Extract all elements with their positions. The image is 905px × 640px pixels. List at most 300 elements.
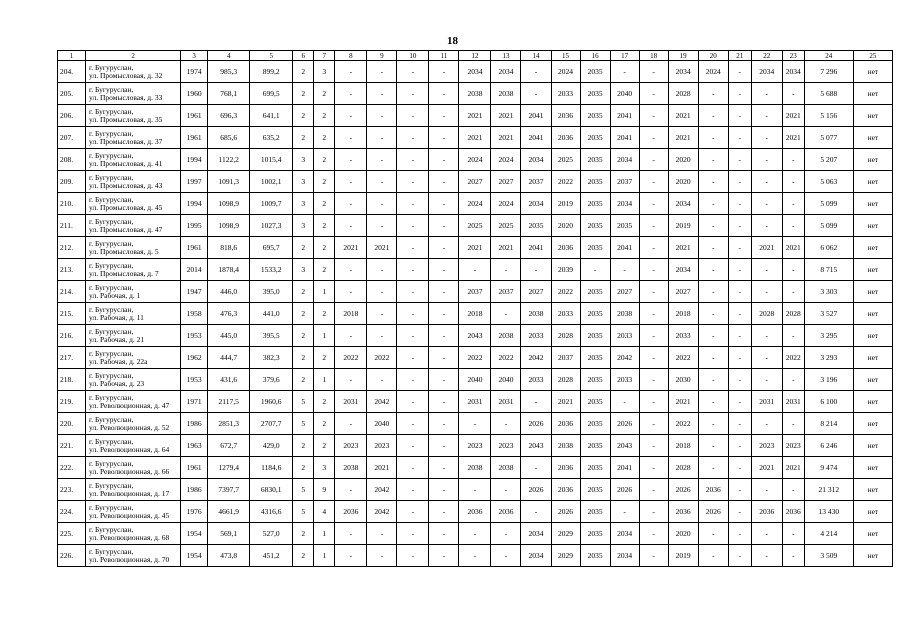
data-cell: 2033 xyxy=(551,303,580,325)
data-cell: нет xyxy=(853,523,892,545)
data-cell: 445,0 xyxy=(208,325,250,347)
data-cell: 2036 xyxy=(551,413,580,435)
data-cell: 2020 xyxy=(668,171,698,193)
table-row xyxy=(58,83,893,105)
address-cell xyxy=(86,259,181,281)
data-cell: - xyxy=(782,545,804,567)
data-cell: 2022 xyxy=(459,347,491,369)
data-cell: 2034 xyxy=(610,193,639,215)
column-header: 18 xyxy=(639,51,668,61)
data-cell: 4661,9 xyxy=(208,501,250,523)
address-cell xyxy=(86,413,181,435)
data-cell: - xyxy=(580,259,610,281)
data-cell: - xyxy=(782,523,804,545)
data-cell: 2036 xyxy=(551,479,580,501)
data-cell: 2026 xyxy=(610,413,639,435)
address-city: г. Бугуруслан, xyxy=(89,84,134,94)
address-street: ул. Промысловая, д. 5 xyxy=(89,246,159,256)
data-cell: 2021 xyxy=(335,237,367,259)
table-row xyxy=(58,435,893,457)
data-cell: 2035 xyxy=(580,215,610,237)
data-cell: 476,3 xyxy=(208,303,250,325)
data-cell: 2021 xyxy=(491,127,521,149)
data-cell: 2021 xyxy=(551,391,580,413)
data-cell: - xyxy=(698,171,728,193)
data-cell: 2034 xyxy=(782,61,804,83)
data-cell: - xyxy=(728,325,751,347)
data-cell: 6 246 xyxy=(804,435,853,457)
data-cell: - xyxy=(429,171,459,193)
column-header: 23 xyxy=(782,51,804,61)
data-cell: 2022 xyxy=(491,347,521,369)
data-cell: - xyxy=(429,413,459,435)
data-cell: - xyxy=(751,479,782,501)
address-street: ул. Рабочая, д. 23 xyxy=(89,378,145,388)
data-cell: нет xyxy=(853,105,892,127)
data-cell: 7 296 xyxy=(804,61,853,83)
data-cell: 2 xyxy=(293,83,314,105)
data-cell: 5 063 xyxy=(804,171,853,193)
data-cell: - xyxy=(728,391,751,413)
data-cell: 2 xyxy=(314,149,335,171)
column-header: 6 xyxy=(293,51,314,61)
data-cell: 2034 xyxy=(521,545,551,567)
data-cell: - xyxy=(397,127,429,149)
table-row xyxy=(58,105,893,127)
data-cell: 2 xyxy=(314,171,335,193)
data-cell: - xyxy=(728,457,751,479)
data-cell: 2 xyxy=(314,237,335,259)
data-cell: 2 xyxy=(314,127,335,149)
data-cell: 2041 xyxy=(610,237,639,259)
data-cell: - xyxy=(335,215,367,237)
data-cell: 1961 xyxy=(181,105,208,127)
data-cell: - xyxy=(397,215,429,237)
data-cell: 1 xyxy=(314,281,335,303)
data-cell: 2 xyxy=(293,127,314,149)
data-cell: 2031 xyxy=(782,391,804,413)
data-cell: - xyxy=(397,479,429,501)
data-cell: - xyxy=(491,413,521,435)
data-cell: 5 099 xyxy=(804,193,853,215)
column-header: 11 xyxy=(429,51,459,61)
table-row xyxy=(58,501,893,523)
address-street: ул. Рабочая, д. 11 xyxy=(89,312,144,322)
data-cell: - xyxy=(751,193,782,215)
address-street: ул. Промысловая, д. 45 xyxy=(89,202,163,212)
data-cell: 2037 xyxy=(521,171,551,193)
data-cell: - xyxy=(521,457,551,479)
data-cell: 2014 xyxy=(181,259,208,281)
data-cell: - xyxy=(782,149,804,171)
data-cell: 2031 xyxy=(459,391,491,413)
data-cell: 2033 xyxy=(521,325,551,347)
data-cell: 1027,3 xyxy=(250,215,293,237)
data-cell: 8 214 xyxy=(804,413,853,435)
data-cell: 1091,3 xyxy=(208,171,250,193)
data-cell: нет xyxy=(853,545,892,567)
data-cell: 2043 xyxy=(459,325,491,347)
data-cell: 2022 xyxy=(668,347,698,369)
data-cell: 2036 xyxy=(782,501,804,523)
row-number-cell: 205. xyxy=(58,83,86,105)
data-cell: 395,5 xyxy=(250,325,293,347)
data-cell: 2 xyxy=(293,105,314,127)
data-cell: - xyxy=(429,61,459,83)
data-cell: - xyxy=(335,413,367,435)
data-cell: 2023 xyxy=(459,435,491,457)
data-cell: - xyxy=(335,127,367,149)
address-street: ул. Революционная, д. 47 xyxy=(89,400,170,410)
data-cell: - xyxy=(698,369,728,391)
data-cell: 5 688 xyxy=(804,83,853,105)
data-cell: 7397,7 xyxy=(208,479,250,501)
data-cell: 9 474 xyxy=(804,457,853,479)
data-cell: 2 xyxy=(293,457,314,479)
data-cell: 2021 xyxy=(668,127,698,149)
data-cell: 2 xyxy=(314,259,335,281)
address-city: г. Бугуруслан, xyxy=(89,282,134,292)
data-cell: - xyxy=(639,61,668,83)
data-cell: 2033 xyxy=(521,369,551,391)
data-cell: 2035 xyxy=(580,171,610,193)
data-cell: 2025 xyxy=(459,215,491,237)
address-city: г. Бугуруслан, xyxy=(89,524,134,534)
data-cell: нет xyxy=(853,501,892,523)
data-cell: 2019 xyxy=(668,215,698,237)
data-cell: 2033 xyxy=(610,325,639,347)
data-cell: 2018 xyxy=(335,303,367,325)
data-cell: - xyxy=(397,501,429,523)
housing-register-table xyxy=(57,50,893,567)
data-cell: - xyxy=(751,127,782,149)
data-cell: 1961 xyxy=(181,237,208,259)
data-cell: - xyxy=(639,237,668,259)
data-cell: 3 xyxy=(293,259,314,281)
address-city: г. Бугуруслан, xyxy=(89,106,134,116)
address-cell xyxy=(86,127,181,149)
data-cell: - xyxy=(429,391,459,413)
address-cell xyxy=(86,61,181,83)
data-cell: 2 xyxy=(314,347,335,369)
data-cell: 3 196 xyxy=(804,369,853,391)
data-cell: 2022 xyxy=(551,281,580,303)
address-street: ул. Промысловая, д. 33 xyxy=(89,92,163,102)
data-cell: 2034 xyxy=(610,523,639,545)
address-street: ул. Рабочая, д. 21 xyxy=(89,334,145,344)
data-cell: нет xyxy=(853,171,892,193)
data-cell: - xyxy=(429,369,459,391)
data-cell: 2036 xyxy=(551,105,580,127)
data-cell: 2028 xyxy=(668,457,698,479)
data-cell: - xyxy=(397,105,429,127)
data-cell: - xyxy=(728,83,751,105)
data-cell: - xyxy=(782,413,804,435)
data-cell: 382,3 xyxy=(250,347,293,369)
data-cell: 768,1 xyxy=(208,83,250,105)
data-cell: 2042 xyxy=(367,391,397,413)
data-cell: 4 214 xyxy=(804,523,853,545)
data-cell: - xyxy=(367,369,397,391)
data-cell: - xyxy=(610,61,639,83)
data-cell: 1961 xyxy=(181,127,208,149)
data-cell: 3 509 xyxy=(804,545,853,567)
data-cell: 699,5 xyxy=(250,83,293,105)
address-street: ул. Революционная, д. 70 xyxy=(89,554,170,564)
data-cell: - xyxy=(698,435,728,457)
data-cell: - xyxy=(728,369,751,391)
data-cell: 2040 xyxy=(367,413,397,435)
data-cell: 2 xyxy=(293,347,314,369)
data-cell: 2034 xyxy=(668,259,698,281)
data-cell: - xyxy=(782,325,804,347)
row-number-cell: 214. xyxy=(58,281,86,303)
data-cell: - xyxy=(397,435,429,457)
data-cell: 2 xyxy=(293,61,314,83)
data-cell: 2034 xyxy=(610,149,639,171)
data-cell: - xyxy=(521,61,551,83)
data-cell: 5 xyxy=(293,501,314,523)
data-cell: 2042 xyxy=(610,347,639,369)
data-cell: - xyxy=(728,523,751,545)
address-cell xyxy=(86,303,181,325)
data-cell: - xyxy=(728,259,751,281)
data-cell: 2034 xyxy=(751,61,782,83)
data-cell: - xyxy=(335,479,367,501)
data-cell: - xyxy=(751,105,782,127)
data-cell: 2024 xyxy=(551,61,580,83)
data-cell: 985,3 xyxy=(208,61,250,83)
data-cell: 899,2 xyxy=(250,61,293,83)
data-cell: нет xyxy=(853,61,892,83)
data-cell: 2020 xyxy=(551,215,580,237)
data-cell: 2043 xyxy=(521,435,551,457)
data-cell: - xyxy=(429,545,459,567)
data-cell: - xyxy=(639,171,668,193)
data-cell: 2022 xyxy=(367,347,397,369)
data-cell: - xyxy=(728,435,751,457)
data-cell: 444,7 xyxy=(208,347,250,369)
data-cell: 2020 xyxy=(668,523,698,545)
data-cell: 2031 xyxy=(335,391,367,413)
data-cell: 9 xyxy=(314,479,335,501)
data-cell: 2028 xyxy=(551,325,580,347)
data-cell: нет xyxy=(853,127,892,149)
data-cell: 2037 xyxy=(491,281,521,303)
data-cell: - xyxy=(639,281,668,303)
data-cell: 1971 xyxy=(181,391,208,413)
data-cell: 2040 xyxy=(610,83,639,105)
data-cell: 2028 xyxy=(668,83,698,105)
data-cell: 2027 xyxy=(610,281,639,303)
table-row xyxy=(58,303,893,325)
data-cell: - xyxy=(429,303,459,325)
address-city: г. Бугуруслан, xyxy=(89,458,134,468)
data-cell: - xyxy=(335,369,367,391)
data-cell: - xyxy=(367,259,397,281)
data-cell: - xyxy=(639,413,668,435)
column-header: 8 xyxy=(335,51,367,61)
row-number-cell: 218. xyxy=(58,369,86,391)
data-cell: - xyxy=(610,391,639,413)
data-cell: 2027 xyxy=(668,281,698,303)
data-cell: 2 xyxy=(314,105,335,127)
column-header: 4 xyxy=(208,51,250,61)
data-cell: 2023 xyxy=(751,435,782,457)
row-number-cell: 219. xyxy=(58,391,86,413)
table-row xyxy=(58,391,893,413)
data-cell: 451,2 xyxy=(250,545,293,567)
data-cell: 1995 xyxy=(181,215,208,237)
data-cell: - xyxy=(698,347,728,369)
data-cell: 3 527 xyxy=(804,303,853,325)
data-cell: 2025 xyxy=(551,149,580,171)
data-cell: 2036 xyxy=(551,127,580,149)
data-cell: 2020 xyxy=(668,149,698,171)
address-city: г. Бугуруслан, xyxy=(89,480,134,490)
data-cell: 818,6 xyxy=(208,237,250,259)
data-cell: 696,3 xyxy=(208,105,250,127)
data-cell: - xyxy=(698,391,728,413)
address-cell xyxy=(86,281,181,303)
data-cell: 2 xyxy=(293,545,314,567)
data-cell: 2027 xyxy=(491,171,521,193)
data-cell: 2035 xyxy=(580,83,610,105)
data-cell: 2036 xyxy=(459,501,491,523)
data-cell: 2021 xyxy=(367,237,397,259)
data-cell: - xyxy=(639,479,668,501)
data-cell: - xyxy=(698,105,728,127)
data-cell: 21 312 xyxy=(804,479,853,501)
data-cell: - xyxy=(397,237,429,259)
data-cell: - xyxy=(397,545,429,567)
address-city: г. Бугуруслан, xyxy=(89,62,134,72)
data-cell: 3 xyxy=(293,149,314,171)
table-row xyxy=(58,237,893,259)
address-city: г. Бугуруслан, xyxy=(89,194,134,204)
data-cell: - xyxy=(335,61,367,83)
address-cell xyxy=(86,171,181,193)
address-cell xyxy=(86,237,181,259)
data-cell: - xyxy=(397,413,429,435)
data-cell: нет xyxy=(853,413,892,435)
address-street: ул. Промысловая, д. 47 xyxy=(89,224,163,234)
data-cell: 672,7 xyxy=(208,435,250,457)
data-cell: 2 xyxy=(314,193,335,215)
data-cell: 2040 xyxy=(491,369,521,391)
data-cell: нет xyxy=(853,281,892,303)
row-number-cell: 213. xyxy=(58,259,86,281)
data-cell: - xyxy=(751,369,782,391)
address-cell xyxy=(86,369,181,391)
data-cell: 2 xyxy=(314,435,335,457)
data-cell: - xyxy=(335,83,367,105)
data-cell: нет xyxy=(853,237,892,259)
column-header: 3 xyxy=(181,51,208,61)
data-cell: 2024 xyxy=(491,149,521,171)
data-cell: 2024 xyxy=(459,193,491,215)
data-cell: нет xyxy=(853,259,892,281)
data-cell: 2 xyxy=(293,369,314,391)
data-cell: 2 xyxy=(314,83,335,105)
data-cell: 1279,4 xyxy=(208,457,250,479)
data-cell: - xyxy=(639,501,668,523)
data-cell: 2037 xyxy=(459,281,491,303)
data-cell: - xyxy=(397,259,429,281)
data-cell: 1961 xyxy=(181,457,208,479)
table-row xyxy=(58,259,893,281)
data-cell: - xyxy=(698,325,728,347)
data-cell: нет xyxy=(853,391,892,413)
data-cell: - xyxy=(397,61,429,83)
address-city: г. Бугуруслан, xyxy=(89,128,134,138)
data-cell: 2 xyxy=(293,523,314,545)
data-cell: - xyxy=(521,83,551,105)
row-number-cell: 209. xyxy=(58,171,86,193)
data-cell: - xyxy=(639,149,668,171)
row-number-cell: 226. xyxy=(58,545,86,567)
data-cell: - xyxy=(728,193,751,215)
address-city: г. Бугуруслан, xyxy=(89,260,134,270)
data-cell: - xyxy=(782,171,804,193)
column-header: 12 xyxy=(459,51,491,61)
data-cell: - xyxy=(751,347,782,369)
data-cell: - xyxy=(429,237,459,259)
data-cell: - xyxy=(429,193,459,215)
data-cell: 1986 xyxy=(181,479,208,501)
data-cell: 2021 xyxy=(367,457,397,479)
data-cell: 1960,6 xyxy=(250,391,293,413)
data-cell: 3 xyxy=(314,457,335,479)
page-number: 18 xyxy=(447,35,458,47)
data-cell: 2021 xyxy=(751,237,782,259)
data-cell: нет xyxy=(853,303,892,325)
data-cell: 2022 xyxy=(335,347,367,369)
data-cell: - xyxy=(782,281,804,303)
data-cell: - xyxy=(397,369,429,391)
data-cell: - xyxy=(459,523,491,545)
data-cell: 2 xyxy=(293,281,314,303)
data-cell: 2023 xyxy=(491,435,521,457)
row-number-cell: 204. xyxy=(58,61,86,83)
data-cell: 1098,9 xyxy=(208,193,250,215)
data-cell: - xyxy=(751,149,782,171)
table-row xyxy=(58,127,893,149)
data-cell: 6 100 xyxy=(804,391,853,413)
row-number-cell: 222. xyxy=(58,457,86,479)
data-cell: 1974 xyxy=(181,61,208,83)
data-cell: 3 xyxy=(293,171,314,193)
data-cell: 1 xyxy=(314,369,335,391)
data-cell: 2033 xyxy=(610,369,639,391)
data-cell: - xyxy=(491,303,521,325)
column-header: 10 xyxy=(397,51,429,61)
row-number-cell: 225. xyxy=(58,523,86,545)
column-header: 21 xyxy=(728,51,751,61)
data-cell: 2041 xyxy=(521,105,551,127)
data-cell: 1976 xyxy=(181,501,208,523)
table-row xyxy=(58,281,893,303)
data-cell: 2029 xyxy=(551,523,580,545)
data-cell: 2 xyxy=(293,303,314,325)
column-header: 1 xyxy=(58,51,86,61)
address-cell xyxy=(86,501,181,523)
column-header: 14 xyxy=(521,51,551,61)
data-cell: 2 xyxy=(314,413,335,435)
data-cell: - xyxy=(751,171,782,193)
data-cell: 2022 xyxy=(782,347,804,369)
data-cell: - xyxy=(639,127,668,149)
